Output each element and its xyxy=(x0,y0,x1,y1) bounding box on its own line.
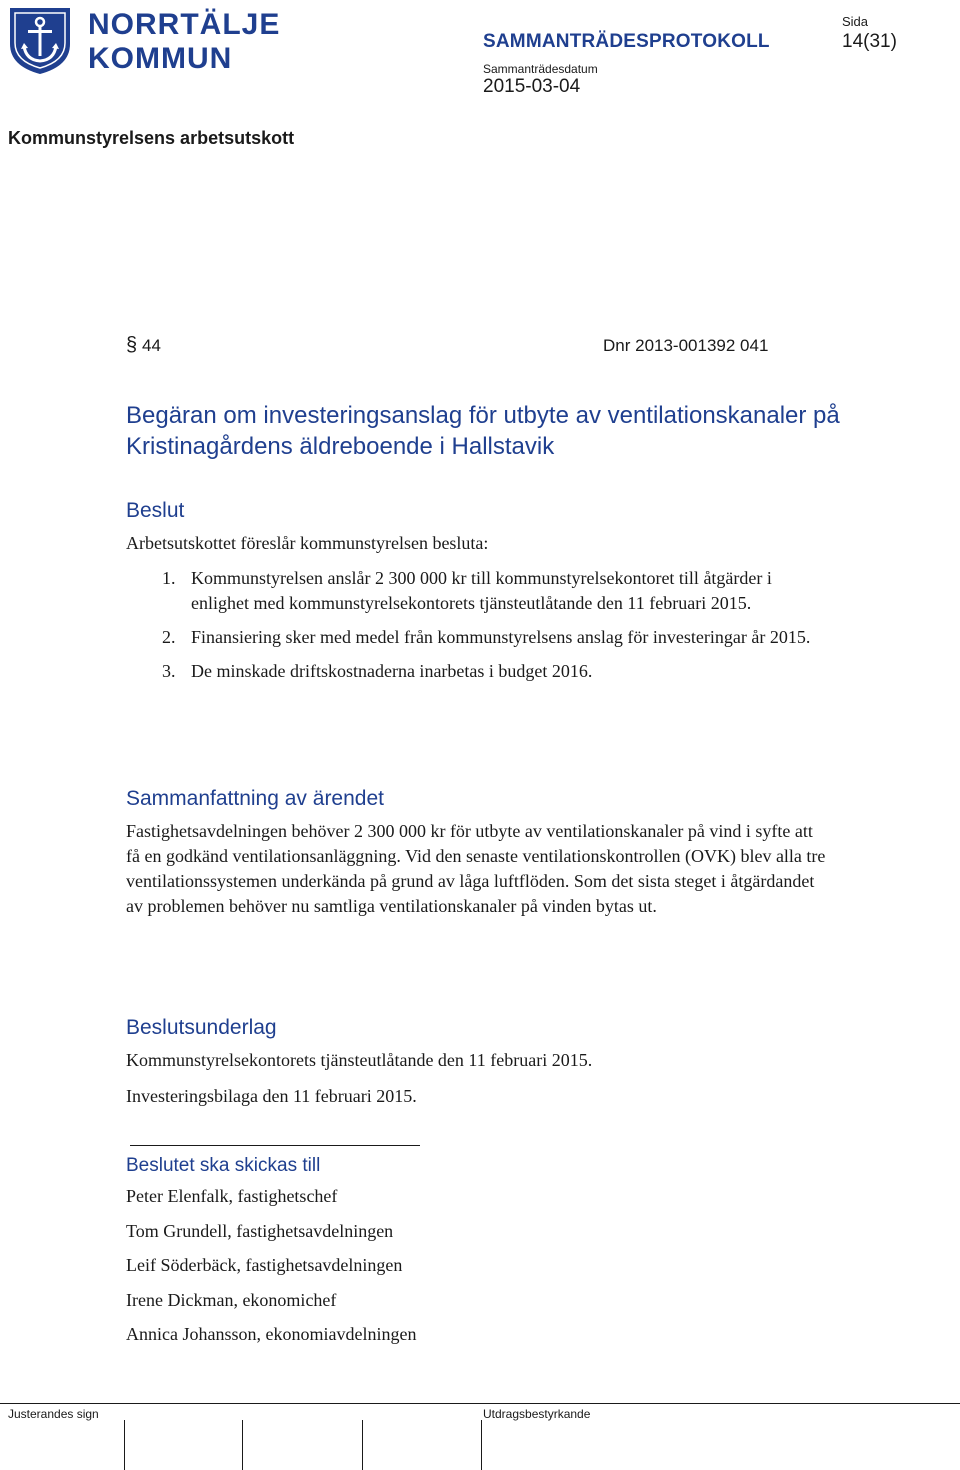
decision-item xyxy=(126,659,826,684)
municipality-logo xyxy=(8,6,281,76)
paragraph-symbol: § xyxy=(126,334,138,356)
decision-intro: Arbetsutskottet föreslår kommunstyrelsen besluta: xyxy=(126,533,489,553)
decision-item-number: 2. xyxy=(162,627,176,647)
extract-certification-label: Utdragsbestyrkande xyxy=(483,1407,591,1421)
basis-item: Investeringsbilaga den 11 februari 2015. xyxy=(126,1086,417,1106)
signature-box-divider xyxy=(362,1420,363,1470)
decision-item-text: Finansiering sker med medel från kommunstyrelsens anslag för investeringar år 2015. xyxy=(191,627,811,647)
case-number: Dnr 2013-001392 041 xyxy=(603,336,769,355)
recipient: Leif Söderbäck, fastighetsavdelningen xyxy=(126,1255,403,1275)
decision-item-number: 3. xyxy=(162,661,176,681)
meeting-date-label: Sammanträdesdatum xyxy=(483,62,598,76)
summary-text: Fastighetsavdelningen behöver 2 300 000 kr för utbyte av ventilationskanaler på vind i syfte att få en godkänd ventilationsanläggning. Vid den senaste ventilationskontrollen (OVK) blev alla tre ventilationssystemen underkända på grund av låga luftflöden. Som det sista steget i åtgärdandet av problemen behöver nu samtliga ventilationskanaler på vinden bytas ut. xyxy=(126,821,826,916)
recipient: Peter Elenfalk, fastighetschef xyxy=(126,1186,338,1206)
recipient: Irene Dickman, ekonomichef xyxy=(126,1289,337,1310)
protocol-title: SAMMANTRÄDESPROTOKOLL xyxy=(483,31,770,52)
signature-box-divider xyxy=(242,1420,243,1470)
decision-list xyxy=(126,566,826,693)
meeting-date: 2015-03-04 xyxy=(483,76,581,97)
decision-item-number: 1. xyxy=(162,568,176,588)
decision-item xyxy=(126,625,826,650)
recipient: Tom Grundell, fastighetsavdelningen xyxy=(126,1220,394,1241)
adjuster-signature-label: Justerandes sign xyxy=(8,1407,99,1421)
organization-name: Kommunstyrelsens arbetsutskott xyxy=(8,128,295,148)
decision-heading: Beslut xyxy=(126,499,185,522)
item-title: Begäran om investeringsanslag för utbyte av ventilationskanaler på Kristinagårdens äldreboende i Hallstavik xyxy=(126,402,840,460)
decision-item-text: De minskade driftskostnaderna inarbetas i budget 2016. xyxy=(191,661,593,681)
logo-line-1: NORRTÄLJE xyxy=(88,8,281,41)
basis-item: Kommunstyrelsekontorets tjänsteutlåtande den 11 februari 2015. xyxy=(126,1050,593,1070)
logo-line-2: KOMMUN xyxy=(88,42,233,75)
signature-box-divider xyxy=(124,1420,125,1470)
send-to-heading: Beslutet ska skickas till xyxy=(126,1155,321,1176)
summary-heading: Sammanfattning av ärendet xyxy=(126,787,384,810)
recipient-list xyxy=(126,1184,416,1357)
paragraph-number: 44 xyxy=(142,336,161,355)
signature-box-divider xyxy=(481,1420,482,1470)
footer-rule xyxy=(0,1403,960,1404)
divider xyxy=(130,1145,420,1146)
page-number: 14(31) xyxy=(842,31,897,52)
page-label: Sida xyxy=(842,14,869,29)
recipient: Annica Johansson, ekonomiavdelningen xyxy=(126,1324,417,1344)
decision-item-text: Kommunstyrelsen anslår 2 300 000 kr till kommunstyrelsekontoret till åtgärder i enlighet med kommunstyrelsekontorets tjänsteutlåtande den 11 februari 2015. xyxy=(191,568,772,613)
decision-item xyxy=(126,566,826,616)
basis-heading: Beslutsunderlag xyxy=(126,1016,277,1039)
